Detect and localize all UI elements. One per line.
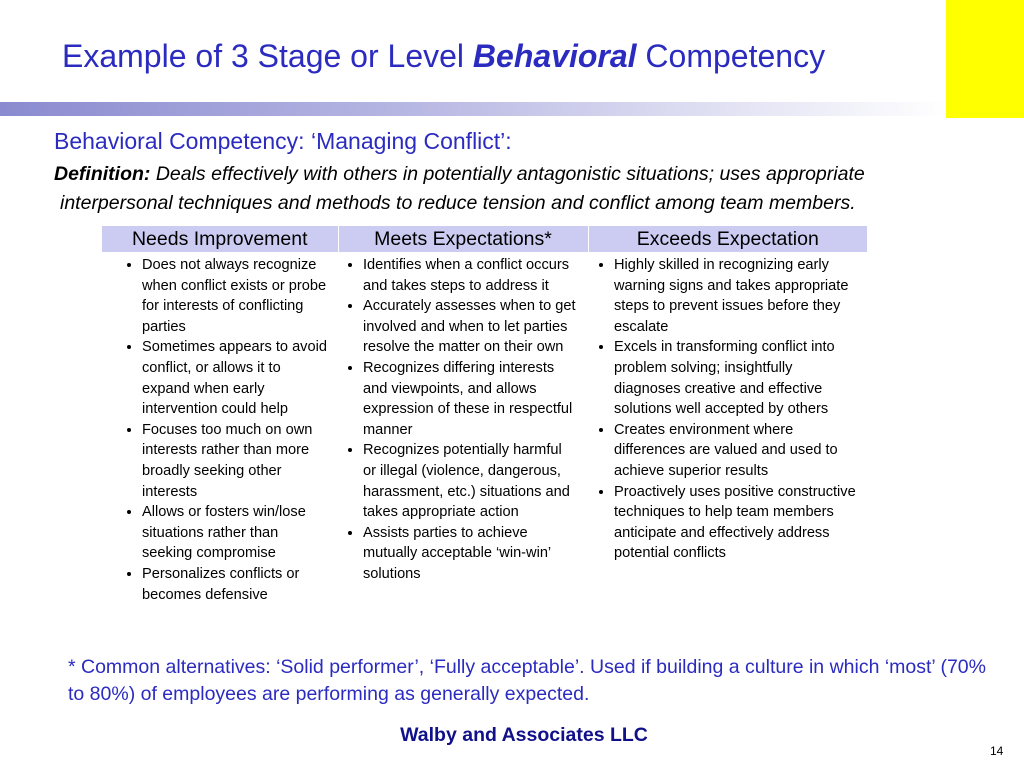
title-text-end: Competency [636, 38, 826, 74]
list-item: • Creates environment where differences are valued and used to achieve superior results [614, 420, 857, 482]
title-gradient-rule [0, 102, 946, 116]
list-item: • Personalizes conflicts or becomes defensive [142, 564, 330, 605]
list-item: • Focuses too much on own interests rather than more broadly seeking other interests [142, 420, 330, 502]
table-body-row [102, 252, 867, 605]
table-header-row [102, 226, 867, 252]
header-exceeds-expectation: Exceeds Expectation [588, 226, 867, 252]
title-emphasis: Behavioral [472, 38, 637, 74]
list-item: • Assists parties to achieve mutually acceptable ‘win-win’ solutions [363, 523, 578, 585]
list-item: • Allows or fosters win/lose situations rather than seeking compromise [142, 502, 330, 564]
list-item: • Does not always recognize when conflict exists or probe for interests of conflicting parties [142, 255, 330, 337]
meets-expectations-cell [338, 252, 588, 605]
list-item: • Proactively uses positive constructive techniques to help team members anticipate and effectively address potential conflicts [614, 482, 857, 564]
exceeds-expectation-list [588, 255, 867, 564]
list-item: • Sometimes appears to avoid conflict, or allows it to expand when early intervention could help [142, 337, 330, 419]
definition-label: Definition: [54, 163, 151, 185]
list-item: • Accurately assesses when to get involved and when to let parties resolve the matter on their own [363, 296, 578, 358]
slide-title [62, 38, 825, 75]
definition-line-1 [54, 160, 1014, 189]
footnote: * Common alternatives: ‘Solid performer’, ‘Fully acceptable’. Used if building a culture in which ‘most’ (70% to 80%) of employees are performing as generally expected. [68, 656, 986, 705]
page-number: 14 [990, 744, 1004, 758]
needs-improvement-cell [102, 252, 338, 605]
list-item: • Recognizes differing interests and viewpoints, and allows expression of these in respectful manner [363, 358, 578, 440]
competency-definition [54, 160, 1014, 218]
corner-highlight-box [946, 0, 1024, 118]
header-needs-improvement: Needs Improvement [102, 226, 338, 252]
definition-line-2: interpersonal techniques and methods to reduce tension and conflict among team members. [60, 192, 856, 214]
header-meets-expectations: Meets Expectations* [338, 226, 588, 252]
company-name: Walby and Associates LLC [400, 724, 648, 746]
needs-improvement-list [102, 255, 338, 605]
exceeds-expectation-cell [588, 252, 867, 605]
competency-levels-table [102, 226, 867, 605]
list-item: • Highly skilled in recognizing early warning signs and takes appropriate steps to prevent issues before they escalate [614, 255, 857, 337]
list-item: • Identifies when a conflict occurs and takes steps to address it [363, 255, 578, 296]
meets-expectations-list [338, 255, 588, 585]
definition-text-1: Deals effectively with others in potentially antagonistic situations; uses appropriate [150, 163, 865, 185]
list-item: • Recognizes potentially harmful or illegal (violence, dangerous, harassment, etc.) situations and takes appropriate action [363, 440, 578, 522]
title-text-start: Example of 3 Stage or Level [62, 38, 473, 74]
competency-subtitle: Behavioral Competency: ‘Managing Conflict’: [54, 128, 512, 154]
list-item: • Excels in transforming conflict into problem solving; insightfully diagnoses creative and effective solutions well accepted by others [614, 337, 857, 419]
